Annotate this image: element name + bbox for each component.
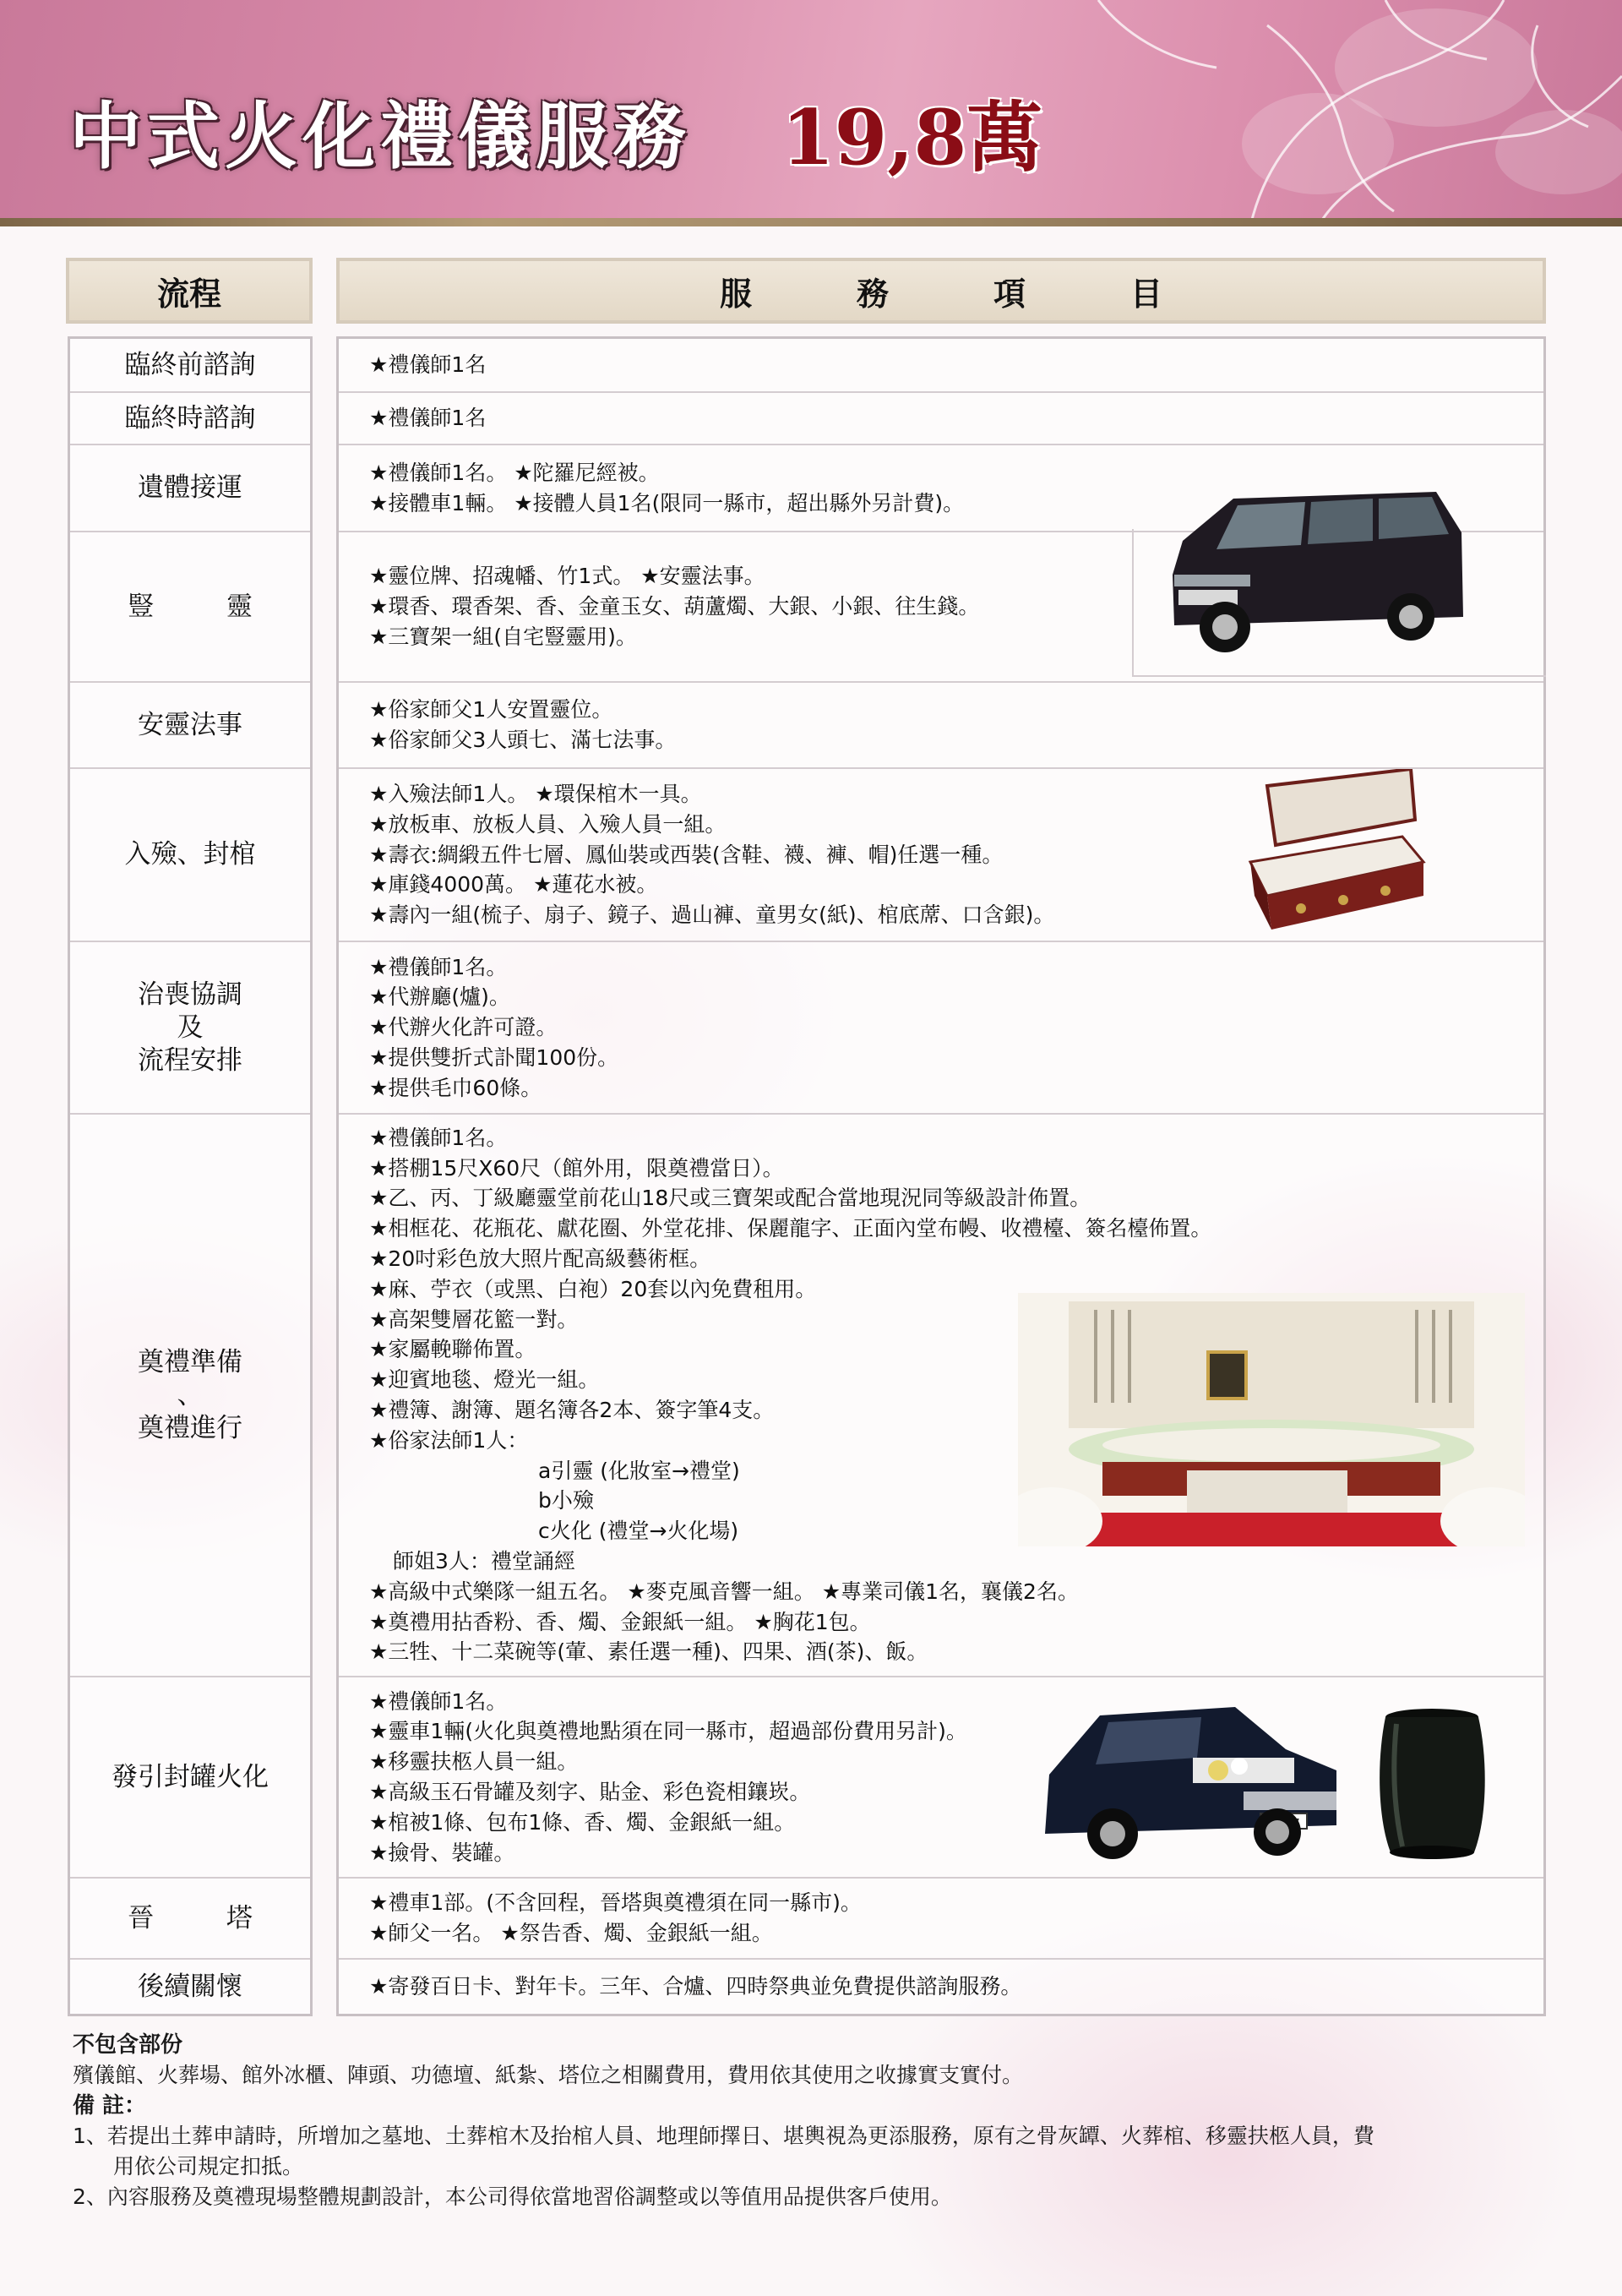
- service-item: ★接體車1輛。 ★接體人員1名(限同一縣市，超出縣外另計費)。: [369, 490, 965, 515]
- service-item: 師姐3人：禮堂誦經: [393, 1548, 575, 1573]
- service-item: ★棺被1條、包布1條、香、燭、金銀紙一組。: [369, 1809, 796, 1835]
- service-sub-item: b小殮: [538, 1488, 594, 1513]
- stage-cell: [70, 681, 310, 767]
- service-item: ★提供雙折式訃聞100份。: [369, 1044, 619, 1070]
- service-cell: [339, 941, 1543, 1113]
- hearse-icon: [1032, 1690, 1345, 1868]
- notes-section: [73, 2030, 1559, 2212]
- service-item: ★三寶架一組(自宅豎靈用)。: [369, 624, 637, 649]
- service-item: ★師父一名。 ★祭告香、燭、金銀紙一組。: [369, 1921, 773, 1945]
- urn-icon: [1375, 1707, 1489, 1863]
- service-item: ★寄發百日卡、對年卡。三年、合爐、四時祭典並免費提供諮詢服務。: [369, 1974, 1022, 1999]
- stage-label: 安靈法事: [138, 709, 242, 740]
- service-item: ★高級玉石骨罐及刻字、貼金、彩色瓷相鑲崁。: [369, 1780, 811, 1804]
- stage-cell: [70, 1676, 310, 1877]
- remarks-title: 備 註：: [73, 2093, 147, 2119]
- stage-cell: [70, 339, 310, 391]
- stage-cell: [70, 1113, 310, 1676]
- stage-cell: [70, 941, 310, 1113]
- van-icon: [1157, 482, 1470, 661]
- stage-cell: [70, 1958, 310, 2014]
- remark-item: 2、內容服務及奠禮現場整體規劃設計，本公司得依當地習俗調整或以等值用品提供客戶使用。: [73, 2184, 952, 2209]
- stage-label: 入殮、封棺: [124, 839, 256, 870]
- service-item: ★俗家師父3人頭七、滿七法事。: [369, 728, 677, 752]
- service-item: ★禮車1部。(不含回程，晉塔與奠禮須在同一縣市)。: [369, 1890, 862, 1916]
- remark-item: 1、若提出土葬申請時，所增加之墓地、土葬棺木及抬棺人員、地理師擇日、堪輿視為更添服務，原有之骨灰罈、火葬棺、移靈扶柩人員，費: [73, 2124, 1374, 2148]
- stage-label: 豎 靈: [128, 591, 285, 622]
- header-char: 務: [856, 274, 889, 313]
- service-item: ★移靈扶柩人員一組。: [369, 1749, 579, 1775]
- service-cell: [339, 1877, 1543, 1958]
- column-header-services: [336, 258, 1546, 324]
- service-cell: [339, 1676, 1543, 1877]
- stage-column: [68, 336, 313, 2016]
- stage-label: 治喪協調: [138, 979, 242, 1010]
- memorial-hall-icon: [1018, 1293, 1525, 1546]
- service-item: ★環香、環香架、香、金童玉女、葫蘆燭、大銀、小銀、往生錢。: [369, 594, 980, 619]
- service-item: ★高架雙層花籃一對。: [369, 1306, 579, 1332]
- service-cell: [339, 339, 1543, 391]
- stage-label: 流程安排: [138, 1044, 242, 1076]
- service-item: ★壽內一組(梳子、扇子、鏡子、過山褲、童男女(紙)、棺底蓆、口含銀)。: [369, 903, 1055, 928]
- remark-item-continued: 用依公司規定扣抵。: [113, 2154, 304, 2179]
- stage-label: 遺體接運: [138, 472, 242, 503]
- service-item: ★家屬輓聯佈置。: [369, 1337, 536, 1362]
- service-item: ★迎賓地毯、燈光一組。: [369, 1367, 600, 1393]
- stage-label: 晉 塔: [128, 1902, 285, 1933]
- stage-label: 奠禮進行: [138, 1412, 242, 1443]
- service-item: ★三牲、十二菜碗等(葷、素任選一種)、四果、酒(茶)、飯。: [369, 1639, 928, 1665]
- service-item: ★乙、丙、丁級廳靈堂前花山18尺或三寶架或配合當地現況同等級設計佈置。: [369, 1186, 1091, 1211]
- stage-label: 及: [177, 1012, 204, 1043]
- page-title: 中式火化禮儀服務: [69, 94, 691, 179]
- service-item: ★禮儀師1名: [369, 352, 487, 378]
- service-item: ★禮儀師1名。 ★陀羅尼經被。: [369, 460, 660, 485]
- service-item: ★搭棚15尺X60尺（館外用，限奠禮當日）。: [369, 1155, 784, 1181]
- service-item: ★禮儀師1名。: [369, 1125, 508, 1150]
- column-header-process: 流程: [66, 258, 313, 324]
- header-char: 目: [1130, 274, 1163, 313]
- service-item: ★高級中式樂隊一組五名。 ★麥克風音響一組。 ★專業司儀1名，襄儀2名。: [369, 1579, 1079, 1604]
- service-item: ★撿骨、裝罐。: [369, 1840, 515, 1865]
- service-cell: [339, 1958, 1543, 2014]
- excluded-text: 殯儀館、火葬場、館外冰櫃、陣頭、功德壇、紙紮、塔位之相關費用，費用依其使用之收據實支實付。: [73, 2063, 1024, 2087]
- service-item: ★代辦火化許可證。: [369, 1015, 558, 1040]
- service-item: ★麻、苧衣（或黑、白袍）20套以內免費租用。: [369, 1276, 817, 1301]
- service-item: ★放板車、放板人員、入殮人員一組。: [369, 811, 727, 837]
- service-cell: [339, 681, 1543, 767]
- stage-label: 臨終前諮詢: [124, 349, 256, 380]
- header-banner: [0, 0, 1622, 226]
- excluded-title: 不包含部份: [73, 2032, 183, 2058]
- service-item: ★相框花、花瓶花、獻花圈、外堂花排、保麗龍字、正面內堂布幔、收禮檯、簽名檯佈置。: [369, 1216, 1212, 1241]
- price-label: 19,8萬: [781, 93, 1043, 183]
- service-sub-item: a引靈 (化妝室→禮堂): [538, 1458, 740, 1483]
- service-sub-item: c火化 (禮堂→火化場): [538, 1519, 739, 1544]
- service-item: ★庫錢4000萬。 ★蓮花水被。: [369, 872, 658, 897]
- service-item: ★禮儀師1名。: [369, 954, 508, 979]
- service-item: ★奠禮用拈香粉、香、燭、金銀紙一組。 ★胸花1包。: [369, 1609, 871, 1634]
- service-item: ★入殮法師1人。 ★環保棺木一具。: [369, 782, 702, 806]
- header-divider: [0, 218, 1622, 226]
- service-item: ★代辦廳(爐)。: [369, 984, 510, 1010]
- stage-label: 臨終時諮詢: [124, 402, 256, 434]
- service-item: ★20吋彩色放大照片配高級藝術框。: [369, 1246, 711, 1272]
- service-item: ★俗家師父1人安置靈位。: [369, 697, 613, 723]
- coffin-icon: [1242, 769, 1428, 938]
- service-item: ★靈車1輛(火化與奠禮地點須在同一縣市，超過部份費用另計)。: [369, 1719, 967, 1744]
- stage-label: 發引封罐火化: [112, 1761, 269, 1792]
- service-item: ★俗家法師1人：: [369, 1427, 529, 1453]
- service-item: ★禮儀師1名: [369, 406, 487, 431]
- header-char: 項: [993, 274, 1026, 313]
- stage-label: 、: [177, 1379, 204, 1410]
- service-cell: [339, 391, 1543, 444]
- stage-cell: [70, 444, 310, 531]
- service-item: ★壽衣:綢緞五件七層、鳳仙裝或西裝(含鞋、襪、褲、帽)任選一種。: [369, 842, 1004, 867]
- service-item: ★靈位牌、招魂幡、竹1式。 ★安靈法事。: [369, 564, 765, 589]
- service-item: ★禮簿、謝簿、題名簿各2本、簽字筆4支。: [369, 1398, 775, 1422]
- stage-label: 後續關懷: [138, 1971, 242, 2002]
- service-item: ★提供毛巾60條。: [369, 1075, 542, 1100]
- stage-cell: [70, 767, 310, 941]
- service-item: ★禮儀師1名。: [369, 1688, 508, 1714]
- stage-label: 奠禮準備: [138, 1346, 242, 1377]
- stage-cell: [70, 1877, 310, 1958]
- stage-cell: [70, 391, 310, 444]
- stage-cell: [70, 531, 310, 681]
- header-char: 服: [719, 274, 752, 313]
